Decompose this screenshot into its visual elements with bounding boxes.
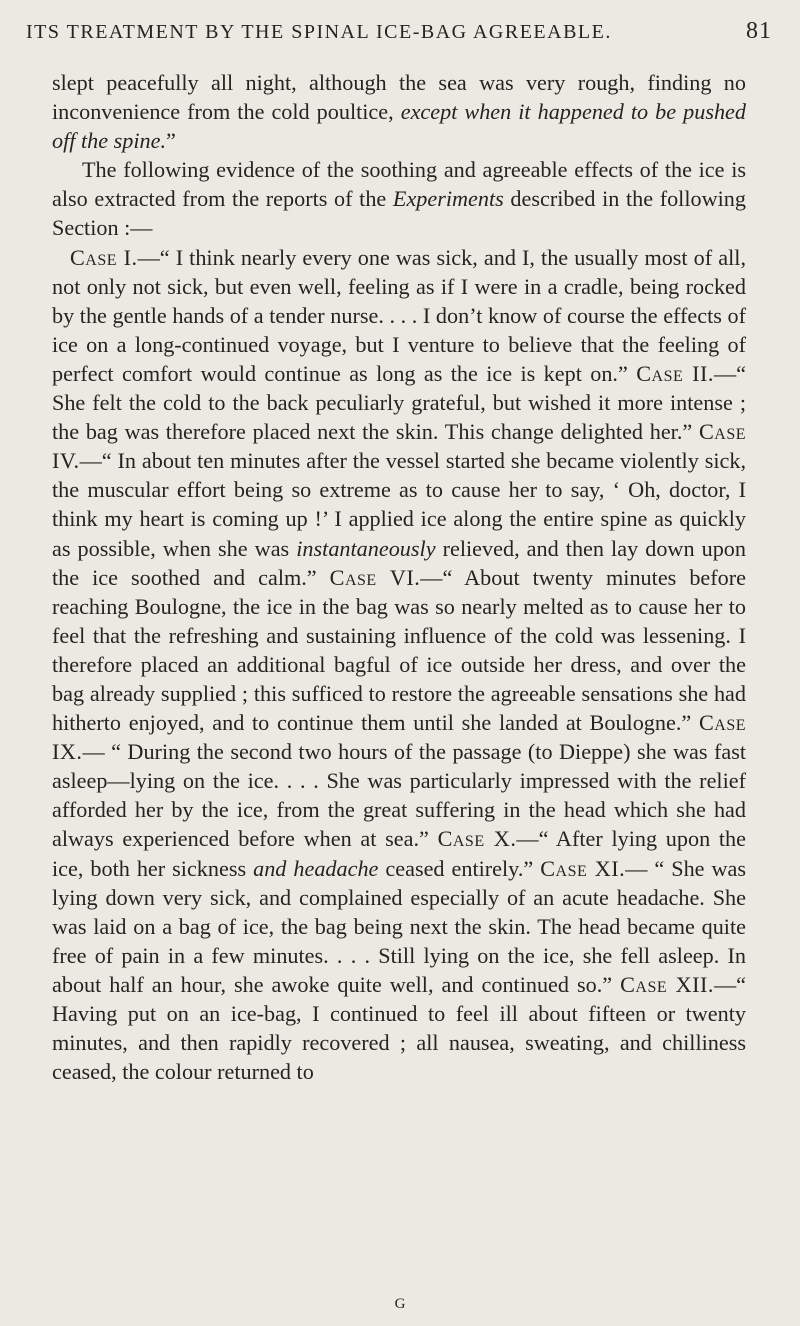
case-text: — “ She was lying down very sick, and complained especially of an acute headache. She was laid on a bag of ice, the bag being next the skin. The head became quite free of pain in a few minutes. . . . Still lying on the ice, she fell asleep. In about half an hour, she awoke quite well, and continued so.” xyxy=(52,855,747,997)
case-text: ceased entirely.” xyxy=(378,855,541,881)
case-text: —“ Having put on an ice-bag, I continued to feel ill about fifteen or twenty minutes, and then rapidly recovered ; all nausea, sweating, and chilliness ceased, the colour returned to xyxy=(52,971,746,1085)
case-paragraph xyxy=(52,243,746,1087)
text-run: described in the following Section :— xyxy=(52,186,746,241)
paragraph xyxy=(52,155,746,242)
text-run: The following evidence of the soothing and agreeable effects of the ice is also extracted from the reports of the xyxy=(52,157,746,212)
text-run: ” xyxy=(166,128,176,154)
case-text: — “ During the second two hours of the passage (to Dieppe) she was fast asleep—lying on the ice. . . . She was particularly impressed with the relief afforded her by the ice, from the great suffering in the head which she had always experienced before when at sea.” xyxy=(52,739,746,852)
case-label: Case XII. xyxy=(620,971,714,997)
case-label: Case X. xyxy=(437,826,517,852)
case-text: —“ I think nearly every one was sick, and I, the usually most of all, not only not sick, but even well, feeling as if I were in a cradle, being rocked by the gentle hands of a tender nurse. . . . I don’t know of course the effects of ice on a long-continued voyage, but I venture to believe that the feeling of perfect comfort would continue as long as the ice is kept on.” xyxy=(52,244,746,386)
case-label: Case IX. xyxy=(52,710,746,765)
page-number: 81 xyxy=(746,18,772,44)
case-text: —“ About twenty minutes before reaching Boulogne, the ice in the bag was so nearly melted as to cause her to feel that the refreshing and sustaining influence of the cold was lessening. I therefore placed an additional bagful of ice outside her dress, and over the bag already supplied ; this sufficed to restore the agreeable sensations she had hitherto enjoyed, and to continue them until she landed at Boulogne.” xyxy=(52,564,746,736)
running-head: ITS TREATMENT BY THE SPINAL ICE-BAG AGREEABLE. xyxy=(26,21,612,43)
italic-run: Experiments xyxy=(392,186,504,212)
text-run: slept peacefully all night, although the sea was very rough, finding no inconvenience from the cold poultice, xyxy=(52,70,746,125)
italic-run: and headache xyxy=(253,855,379,881)
case-text: relieved, and then lay down upon the ice soothed and calm.” xyxy=(52,535,746,590)
case-label: Case I. xyxy=(70,244,138,270)
italic-run: except when it happened to be pushed off the spine. xyxy=(52,99,746,154)
case-label: Case IV. xyxy=(52,419,746,474)
case-text: —“ After lying upon the ice, both her sickness xyxy=(52,826,746,881)
signature-mark: G xyxy=(394,1296,406,1312)
case-text: —“ She felt the cold to the back peculiarly grateful, but wished it more intense ; the bag was therefore placed next the skin. This change delighted her.” xyxy=(52,360,746,445)
page-header xyxy=(26,18,772,45)
case-label: Case XI. xyxy=(540,855,626,881)
body-text xyxy=(52,68,746,1086)
italic-run: instantaneously xyxy=(296,535,436,561)
case-text: —“ In about ten minutes after the vessel started she became violently sick, the muscular effort being so extreme as to cause her to say, ‘ Oh, doctor, I think my heart is coming up !’ I applied ice along the entire spine as quickly as possible, when she was xyxy=(52,448,746,561)
paragraph xyxy=(52,68,746,155)
case-label: Case VI. xyxy=(329,564,421,590)
case-label: Case II. xyxy=(636,360,714,386)
